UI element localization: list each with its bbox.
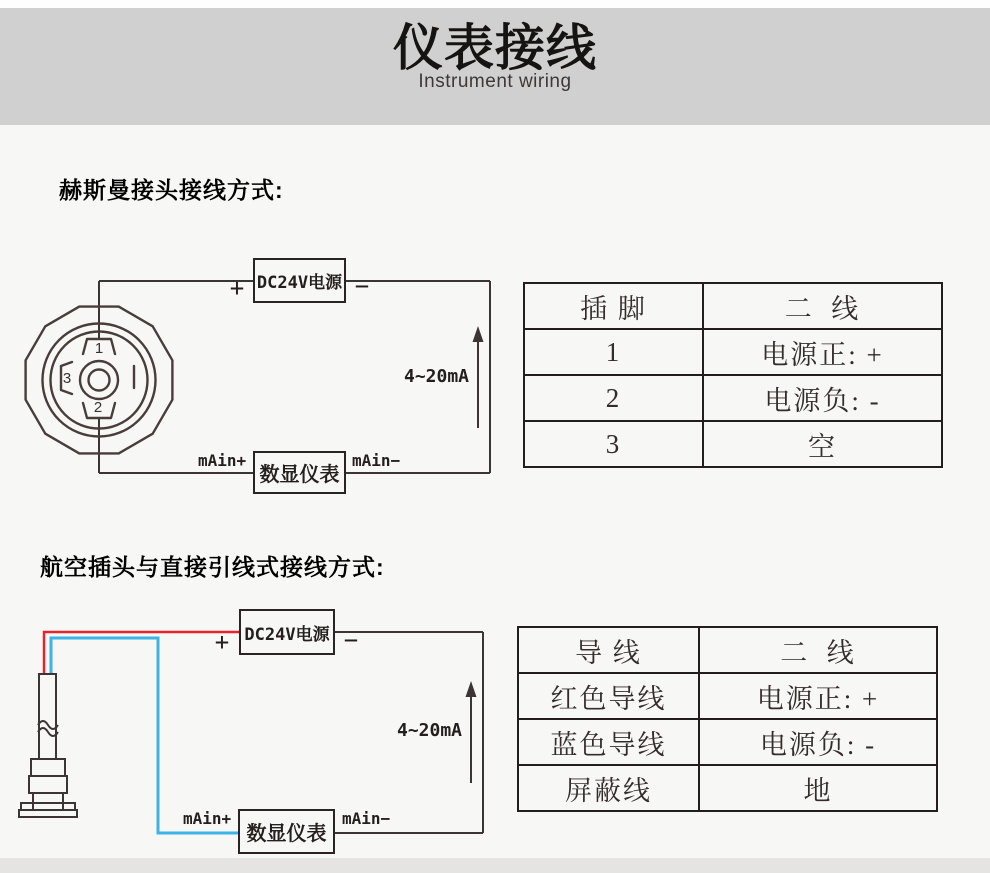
table1-cell: 电源负: -	[703, 375, 942, 421]
table1-cell: 3	[524, 421, 703, 467]
main-minus-label-1: mAin−	[352, 451, 401, 470]
top-white-strip	[0, 0, 990, 8]
page-title: 仪表接线	[393, 20, 597, 76]
table-row	[518, 673, 937, 719]
connector-pin3-number: 3	[62, 370, 72, 387]
sensor-cable	[39, 674, 56, 759]
table-row	[524, 421, 942, 467]
power-supply-box-2: DC24V电源	[239, 609, 335, 655]
section-heading-aviation: 航空插头与直接引线式接线方式:	[40, 554, 385, 580]
table1-header-wire: 二 线	[703, 283, 942, 329]
sensor-foot-left	[21, 803, 33, 810]
table1-header-pin: 插 脚	[524, 283, 703, 329]
table-row	[518, 719, 937, 765]
table2-header-wire: 导 线	[518, 627, 699, 673]
connector-pin1-number: 1	[94, 340, 104, 357]
blue-lead-wire	[51, 638, 238, 833]
table2-cell: 蓝色导线	[518, 719, 699, 765]
table1-cell: 2	[524, 375, 703, 421]
connector-center-inner	[89, 370, 110, 391]
table2-cell: 红色导线	[518, 673, 699, 719]
sensor-block-2	[29, 776, 67, 793]
power-plus-label-1: +	[229, 274, 245, 302]
table2-cell: 地	[699, 765, 937, 811]
main-plus-label-2: mAin+	[183, 809, 232, 828]
circuit1-up-arrow-icon	[473, 326, 484, 342]
sensor-cable-break-wave	[38, 721, 58, 736]
red-lead-wire	[44, 632, 239, 676]
table1-cell: 1	[524, 329, 703, 375]
power-plus-label-2: +	[214, 628, 230, 656]
sensor-block-1	[31, 759, 65, 776]
table2-cell: 电源正: +	[699, 673, 937, 719]
power-supply-box-1: DC24V电源	[253, 258, 346, 303]
table-row	[518, 627, 937, 673]
pressure-sensor-icon	[19, 674, 77, 817]
table1-cell: 空	[703, 421, 942, 467]
sensor-foot-right	[63, 803, 75, 810]
table2-header-two-wire: 二 线	[699, 627, 937, 673]
digital-meter-box-1: 数显仪表	[253, 451, 346, 494]
power-minus-label-2: −	[343, 626, 359, 654]
lead-wiring-table	[517, 626, 938, 812]
power-minus-label-1: −	[354, 272, 370, 300]
sensor-block-3	[33, 793, 63, 803]
connector-center-outer	[80, 361, 118, 399]
table2-cell: 电源负: -	[699, 719, 937, 765]
pin-wiring-table	[523, 282, 943, 468]
main-plus-label-1: mAin+	[198, 451, 247, 470]
current-range-label-2: 4~20mA	[397, 720, 463, 741]
page-header	[0, 8, 990, 125]
table2-cell: 屏蔽线	[518, 765, 699, 811]
table-row	[518, 765, 937, 811]
sensor-base	[19, 810, 77, 817]
circuit2-up-arrow-icon	[466, 681, 477, 697]
connector-pin2-number: 2	[93, 399, 103, 416]
table-row	[524, 283, 942, 329]
current-range-label-1: 4~20mA	[404, 366, 470, 387]
page-subtitle: Instrument wiring	[418, 71, 572, 92]
hirschmann-connector-icon	[26, 307, 173, 454]
table-row	[524, 329, 942, 375]
table1-cell: 电源正: +	[703, 329, 942, 375]
table-row	[524, 375, 942, 421]
connector-outer-polygon	[26, 307, 173, 454]
digital-meter-box-2: 数显仪表	[238, 809, 335, 854]
main-minus-label-2: mAin−	[342, 809, 391, 828]
section-heading-hirschmann: 赫斯曼接头接线方式:	[59, 177, 284, 203]
bottom-gray-bar	[0, 858, 990, 873]
